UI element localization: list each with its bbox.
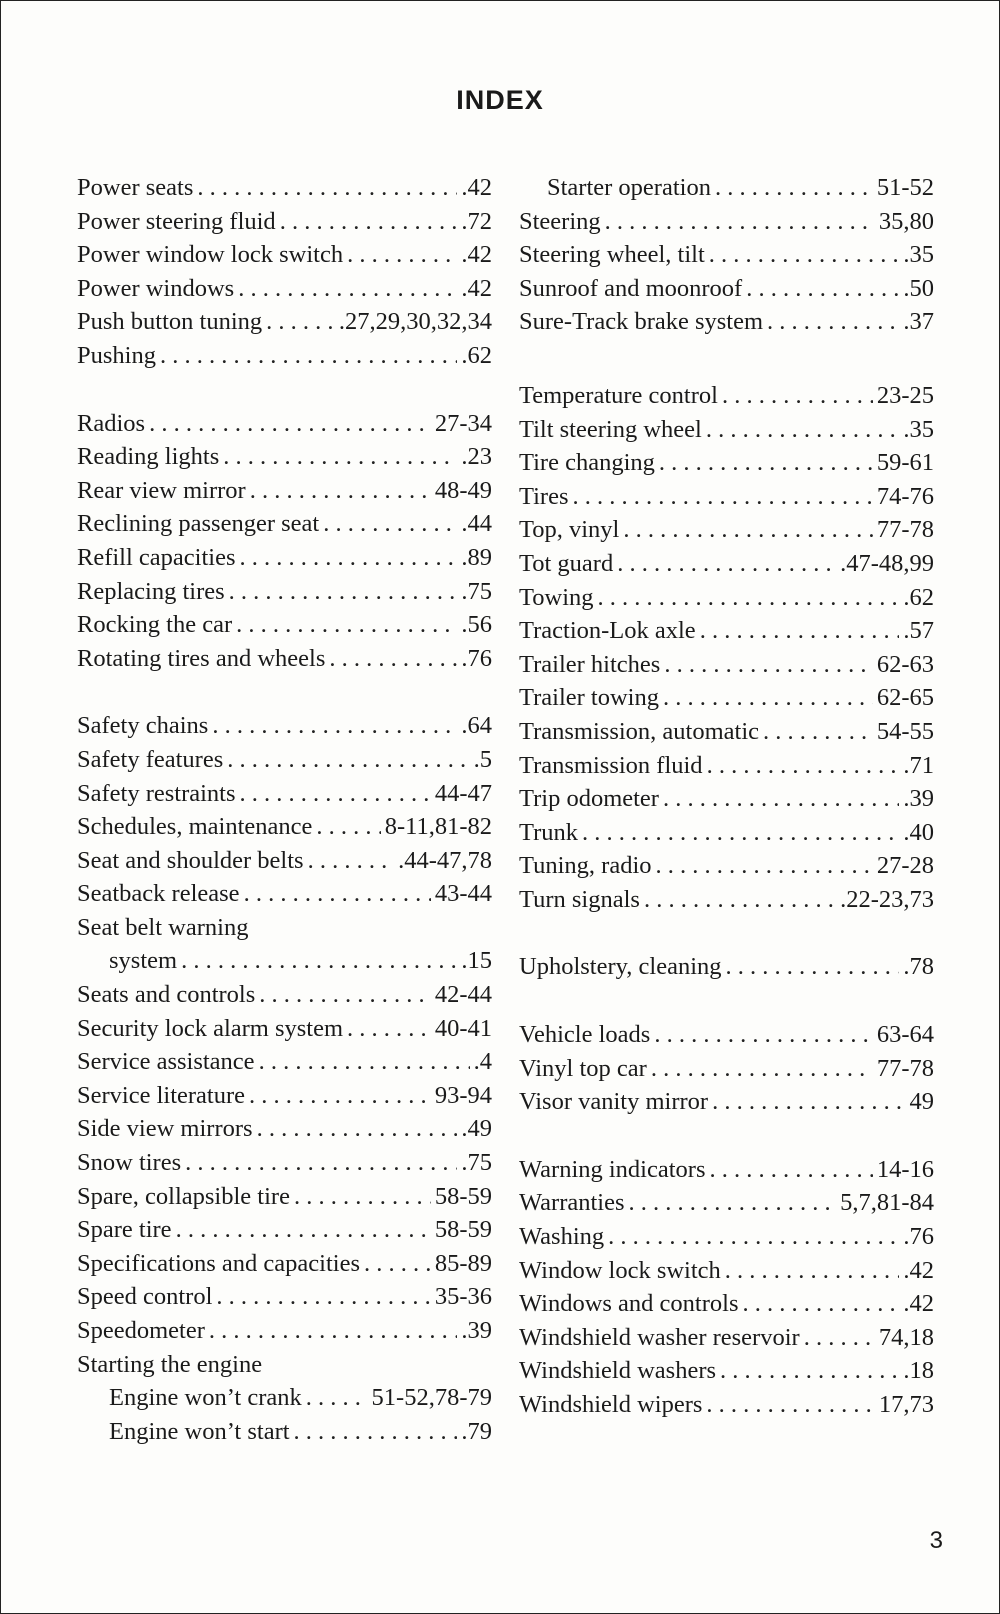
dot-leader [706, 1388, 874, 1422]
index-entry-page-ref: .78 [903, 953, 934, 981]
index-entry-label: Safety chains [77, 712, 209, 740]
index-entry [77, 1213, 492, 1247]
index-entry-label: Tilt steering wheel [519, 415, 702, 443]
index-entry-page-ref: .56 [461, 611, 492, 639]
dot-leader [712, 1085, 905, 1119]
index-entry [519, 238, 934, 272]
dot-leader [223, 440, 457, 474]
index-entry-page-ref: 54-55 [876, 717, 934, 745]
dot-leader [710, 1153, 873, 1187]
dot-leader [572, 480, 872, 514]
index-entry [519, 1018, 934, 1052]
index-entry-page-ref: .39 [461, 1317, 492, 1344]
dot-leader [259, 1045, 470, 1079]
index-entry-label: system [109, 947, 178, 975]
index-entry-page-ref: .44 [461, 510, 492, 538]
dot-leader [656, 849, 873, 883]
index-entry-page-ref: 23-25 [876, 381, 934, 409]
index-entry [77, 978, 492, 1012]
dot-leader [216, 1280, 430, 1314]
dot-leader [236, 608, 457, 642]
index-entry [77, 1045, 492, 1079]
index-entry [519, 1287, 934, 1321]
dot-leader [725, 1254, 900, 1288]
index-entry-page-ref: 58-59 [434, 1182, 492, 1210]
dot-leader [707, 749, 900, 783]
index-entry-page-ref: 93-94 [434, 1081, 492, 1109]
index-entry [519, 513, 934, 547]
index-entry-page-ref: .27,29,30,32,34 [338, 308, 492, 336]
index-section-gap [519, 1119, 934, 1153]
dot-leader [364, 1247, 431, 1281]
index-entry-page-ref: .64 [461, 712, 492, 740]
index-entry-label: Trailer hitches [519, 650, 661, 678]
index-entry [77, 1381, 492, 1415]
index-entry-page-ref: .79 [461, 1417, 492, 1445]
index-entry [519, 1186, 934, 1220]
dot-leader [742, 1287, 899, 1321]
dot-leader [240, 777, 431, 811]
index-entry-page-ref: 59-61 [876, 449, 934, 477]
index-entry-label: Transmission, automatic [519, 717, 760, 745]
dot-leader [726, 950, 900, 984]
index-entry-page-ref: .39 [903, 785, 934, 813]
dot-leader [347, 238, 457, 272]
index-entry [77, 777, 492, 811]
index-entry [77, 305, 492, 339]
index-entry [519, 1254, 934, 1288]
dot-leader [197, 171, 457, 205]
index-entry [519, 1153, 934, 1187]
index-entry [77, 1146, 492, 1180]
index-entry [519, 1052, 934, 1086]
index-entry-page-ref: .40 [903, 818, 934, 846]
index-entry [519, 305, 934, 339]
index-entry-page-ref: 40-41 [434, 1014, 492, 1042]
index-entry-label: Tires [519, 482, 569, 510]
index-entry [519, 883, 934, 917]
index-entry [77, 810, 492, 844]
index-entry-page-ref: .62 [903, 583, 934, 611]
index-entry-page-ref: .42 [903, 1256, 934, 1284]
index-entry-label: Push button tuning [77, 308, 263, 336]
dot-leader [659, 446, 873, 480]
index-entry-label: Transmission fluid [519, 751, 703, 779]
index-entry-label: Reading lights [77, 443, 220, 471]
index-entry [77, 507, 492, 541]
index-entry-page-ref: .42 [903, 1290, 934, 1318]
index-section-gap [77, 373, 492, 407]
index-entry [77, 1012, 492, 1046]
dot-leader [308, 844, 395, 878]
dot-leader [605, 205, 875, 239]
index-entry [77, 1180, 492, 1214]
index-entry-label: Service assistance [77, 1048, 255, 1076]
dot-leader [722, 379, 873, 413]
index-entry-label: Replacing tires [77, 577, 225, 605]
index-entry-page-ref: 44-47 [434, 779, 492, 807]
index-column-right [519, 171, 934, 1422]
index-section-gap [519, 339, 934, 379]
dot-leader [804, 1321, 875, 1355]
dot-leader [249, 1079, 431, 1113]
index-entry [77, 339, 492, 373]
dot-leader [746, 272, 899, 306]
dot-leader [266, 305, 335, 339]
index-entry-page-ref: .72 [461, 207, 492, 235]
dot-leader [767, 305, 899, 339]
index-entry [519, 1085, 934, 1119]
index-entry-label: Service literature [77, 1081, 246, 1109]
index-entry-label: Trunk [519, 818, 579, 846]
index-entry-label: Steering wheel, tilt [519, 241, 705, 269]
index-entry-label: Warning indicators [519, 1155, 706, 1183]
index-section-gap [519, 916, 934, 950]
index-entry-page-ref: 17,73 [878, 1391, 934, 1418]
index-section-gap [77, 675, 492, 709]
page-number: 3 [929, 1527, 943, 1554]
index-entry-label: Radios [77, 409, 146, 437]
dot-leader [176, 1213, 431, 1247]
dot-leader [294, 1180, 431, 1214]
index-entry-label: Tot guard [519, 549, 614, 577]
index-entry-label: Schedules, maintenance [77, 813, 313, 841]
index-entry-label: Sunroof and moonroof [519, 274, 743, 302]
index-entry [77, 1348, 492, 1382]
index-entry-label: Rear view mirror [77, 476, 246, 504]
index-entry-label: Seats and controls [77, 981, 256, 1009]
dot-leader [280, 205, 458, 239]
index-entry-label: Vehicle loads [519, 1021, 651, 1049]
dot-leader [294, 1415, 458, 1449]
index-entry-label: Sure-Track brake system [519, 308, 764, 336]
dot-leader [663, 681, 873, 715]
dot-leader [617, 547, 836, 581]
index-entry [519, 1354, 934, 1388]
index-entry [519, 171, 934, 205]
index-entry [77, 709, 492, 743]
index-entry-label: Power seats [77, 174, 194, 201]
index-entry-page-ref: .76 [903, 1223, 934, 1251]
index-entry-page-ref: 35,80 [878, 207, 934, 235]
index-entry-label: Trailer towing [519, 684, 659, 712]
dot-leader [623, 513, 872, 547]
index-entry-label: Traction-Lok axle [519, 617, 696, 645]
dot-leader [608, 1220, 899, 1254]
dot-leader [644, 883, 836, 917]
dot-leader [227, 743, 469, 777]
dot-leader [240, 541, 458, 575]
index-entry-page-ref: 77-78 [876, 516, 934, 544]
index-entry-page-ref: .42 [461, 241, 492, 269]
index-entry-page-ref: 77-78 [876, 1054, 934, 1082]
index-entry [519, 272, 934, 306]
index-entry-label: Tuning, radio [519, 852, 652, 880]
index-entry [519, 1321, 934, 1355]
index-entry-page-ref: 51-52 [876, 174, 934, 201]
dot-leader [629, 1186, 837, 1220]
index-entry-label: Washing [519, 1223, 605, 1251]
index-entry-label: Turn signals [519, 885, 640, 913]
index-entry-page-ref: .49 [461, 1115, 492, 1143]
index-entry [77, 407, 492, 441]
index-entry-label: Seat belt warning [77, 913, 249, 941]
dot-leader [323, 507, 457, 541]
index-entry-page-ref: .4 [473, 1048, 492, 1076]
index-entry-label: Windshield washer reservoir [519, 1323, 800, 1351]
index-entry-label: Trip odometer [519, 785, 659, 813]
dot-leader [185, 1146, 457, 1180]
index-entry [519, 547, 934, 581]
index-entry [519, 648, 934, 682]
index-entry-label: Starting the engine [77, 1350, 263, 1378]
index-entry-label: Engine won’t crank [109, 1384, 302, 1412]
index-entry-label: Side view mirrors [77, 1115, 253, 1143]
index-entry-page-ref: .35 [903, 241, 934, 269]
dot-leader [259, 978, 431, 1012]
index-entry [519, 446, 934, 480]
index-entry-page-ref: 27-34 [434, 409, 492, 437]
index-entry [77, 575, 492, 609]
dot-leader [654, 1018, 873, 1052]
index-entry [77, 1112, 492, 1146]
index-entry-page-ref: 51-52,78-79 [371, 1384, 492, 1412]
index-entry-page-ref: 43-44 [434, 880, 492, 908]
index-entry [519, 1388, 934, 1422]
index-entry-page-ref: .5 [473, 745, 492, 773]
index-entry-label: Windshield wipers [519, 1391, 703, 1418]
index-entry-page-ref: .47-48,99 [840, 549, 934, 577]
index-entry-page-ref: 74,18 [878, 1323, 934, 1351]
index-column-left [77, 171, 492, 1448]
dot-leader [706, 413, 900, 447]
index-entry [77, 1415, 492, 1449]
index-entry-page-ref: .42 [461, 274, 492, 302]
dot-leader [316, 810, 380, 844]
index-entry [519, 715, 934, 749]
index-entry [77, 1280, 492, 1314]
page-title: INDEX [456, 85, 544, 115]
index-entry-label: Power window lock switch [77, 241, 344, 269]
dot-leader [720, 1354, 899, 1388]
index-entry [519, 816, 934, 850]
index-entry-label: Top, vinyl [519, 516, 620, 544]
index-entry-page-ref: .57 [903, 617, 934, 645]
dot-leader [347, 1012, 431, 1046]
index-entry [519, 681, 934, 715]
index-entry-label: Window lock switch [519, 1256, 721, 1284]
index-entry-page-ref: 85-89 [434, 1249, 492, 1277]
index-entry-label: Towing [519, 583, 594, 611]
index-entry-page-ref: .71 [903, 751, 934, 779]
index-entry [519, 614, 934, 648]
index-entry-label: Vinyl top car [519, 1054, 647, 1082]
dot-leader [306, 1381, 368, 1415]
index-entry [519, 205, 934, 239]
index-entry [77, 608, 492, 642]
index-entry [77, 541, 492, 575]
index-entry-label: Safety features [77, 745, 224, 773]
index-entry [77, 272, 492, 306]
index-entry [519, 480, 934, 514]
index-entry-label: Spare, collapsible tire [77, 1182, 290, 1210]
index-entry-label: Spare tire [77, 1216, 172, 1244]
dot-leader [149, 407, 431, 441]
index-entry-page-ref: .37 [903, 308, 934, 336]
index-entry-label: Safety restraints [77, 779, 236, 807]
dot-leader [229, 575, 458, 609]
index-entry-label: Refill capacities [77, 543, 236, 571]
index-entry-page-ref: .76 [461, 644, 492, 672]
index-entry-label: Steering [519, 207, 601, 235]
dot-leader [663, 782, 899, 816]
index-entry [77, 877, 492, 911]
index-entry [77, 238, 492, 272]
index-entry [77, 1314, 492, 1348]
index-entry-page-ref: .18 [903, 1357, 934, 1385]
index-entry-page-ref: .50 [903, 274, 934, 302]
index-entry-page-ref: 62-63 [876, 650, 934, 678]
dot-leader [709, 238, 900, 272]
index-entry-label: Windshield washers [519, 1357, 717, 1385]
index-entry-page-ref: 48-49 [434, 476, 492, 504]
index-entry-label: Pushing [77, 341, 156, 369]
index-entry-page-ref: 5,7,81-84 [840, 1189, 934, 1217]
index-entry [519, 1220, 934, 1254]
dot-leader [244, 877, 431, 911]
index-entry-page-ref: .15 [461, 947, 492, 975]
dot-leader [664, 648, 873, 682]
index-entry [77, 911, 492, 945]
index-entry-page-ref: 42-44 [434, 981, 492, 1009]
dot-leader [329, 642, 457, 676]
index-entry-page-ref: 14-16 [876, 1155, 934, 1183]
index-entry-label: Rocking the car [77, 611, 233, 639]
index-entry [77, 205, 492, 239]
index-entry-label: Visor vanity mirror [519, 1088, 709, 1116]
index-entry-page-ref: 35-36 [434, 1283, 492, 1311]
index-entry [519, 379, 934, 413]
index-entry-label: Engine won’t start [109, 1417, 290, 1445]
index-entry-label: Warranties [519, 1189, 625, 1217]
index-entry [77, 743, 492, 777]
dot-leader [763, 715, 873, 749]
dot-leader [212, 709, 457, 743]
index-entry-label: Upholstery, cleaning [519, 953, 722, 981]
index-entry-label: Power steering fluid [77, 207, 276, 235]
index-entry-label: Snow tires [77, 1149, 182, 1177]
dot-leader [257, 1112, 458, 1146]
index-entry-label: Speed control [77, 1283, 213, 1311]
index-entry-label: Power windows [77, 274, 235, 302]
index-entry [77, 440, 492, 474]
dot-leader [250, 474, 431, 508]
index-entry-label: Security lock alarm system [77, 1014, 344, 1042]
index-entry [77, 474, 492, 508]
dot-leader [700, 614, 900, 648]
index-entry-label: Windows and controls [519, 1290, 739, 1318]
index-entry [519, 413, 934, 447]
dot-leader [715, 171, 873, 205]
index-entry-page-ref: 8-11,81-82 [384, 813, 492, 841]
index-entry-label: Rotating tires and wheels [77, 644, 326, 672]
index-entry-label: Speedometer [77, 1317, 205, 1344]
index-entry [77, 844, 492, 878]
index-entry [77, 1247, 492, 1281]
index-entry [519, 849, 934, 883]
dot-leader [582, 816, 899, 850]
index-entry-page-ref: .22-23,73 [840, 885, 934, 913]
index-entry-page-ref: .62 [461, 341, 492, 369]
index-entry-page-ref: .75 [461, 577, 492, 605]
index-entry-page-ref: .44-47,78 [398, 846, 492, 874]
index-entry [519, 782, 934, 816]
index-entry-page-ref: 63-64 [876, 1021, 934, 1049]
index-entry-page-ref: 27-28 [876, 852, 934, 880]
index-entry-page-ref: .35 [903, 415, 934, 443]
index-entry-page-ref: 74-76 [876, 482, 934, 510]
index-entry-label: Seat and shoulder belts [77, 846, 304, 874]
index-entry [77, 1079, 492, 1113]
index-entry [77, 171, 492, 205]
index-entry [519, 749, 934, 783]
dot-leader [598, 581, 900, 615]
index-entry-page-ref: 49 [909, 1088, 934, 1116]
index-entry-label: Starter operation [547, 174, 711, 201]
dot-leader [209, 1314, 457, 1348]
index-entry [77, 944, 492, 978]
index-entry-page-ref: 62-65 [876, 684, 934, 712]
index-entry-label: Specifications and capacities [77, 1249, 360, 1277]
index-section-gap [519, 984, 934, 1018]
index-entry-page-ref: .23 [461, 443, 492, 471]
dot-leader [181, 944, 457, 978]
index-entry-page-ref: .89 [461, 543, 492, 571]
index-entry [519, 950, 934, 984]
index-entry-label: Reclining passenger seat [77, 510, 320, 538]
index-entry-label: Temperature control [519, 381, 718, 409]
index-entry-label: Tire changing [519, 449, 655, 477]
index-entry [519, 581, 934, 615]
dot-leader [651, 1052, 873, 1086]
index-entry-page-ref: 58-59 [434, 1216, 492, 1244]
dot-leader [238, 272, 457, 306]
index-entry-label: Seatback release [77, 880, 240, 908]
index-entry [77, 642, 492, 676]
index-entry-page-ref: .42 [461, 174, 492, 201]
dot-leader [160, 339, 457, 373]
index-entry-page-ref: .75 [461, 1149, 492, 1177]
